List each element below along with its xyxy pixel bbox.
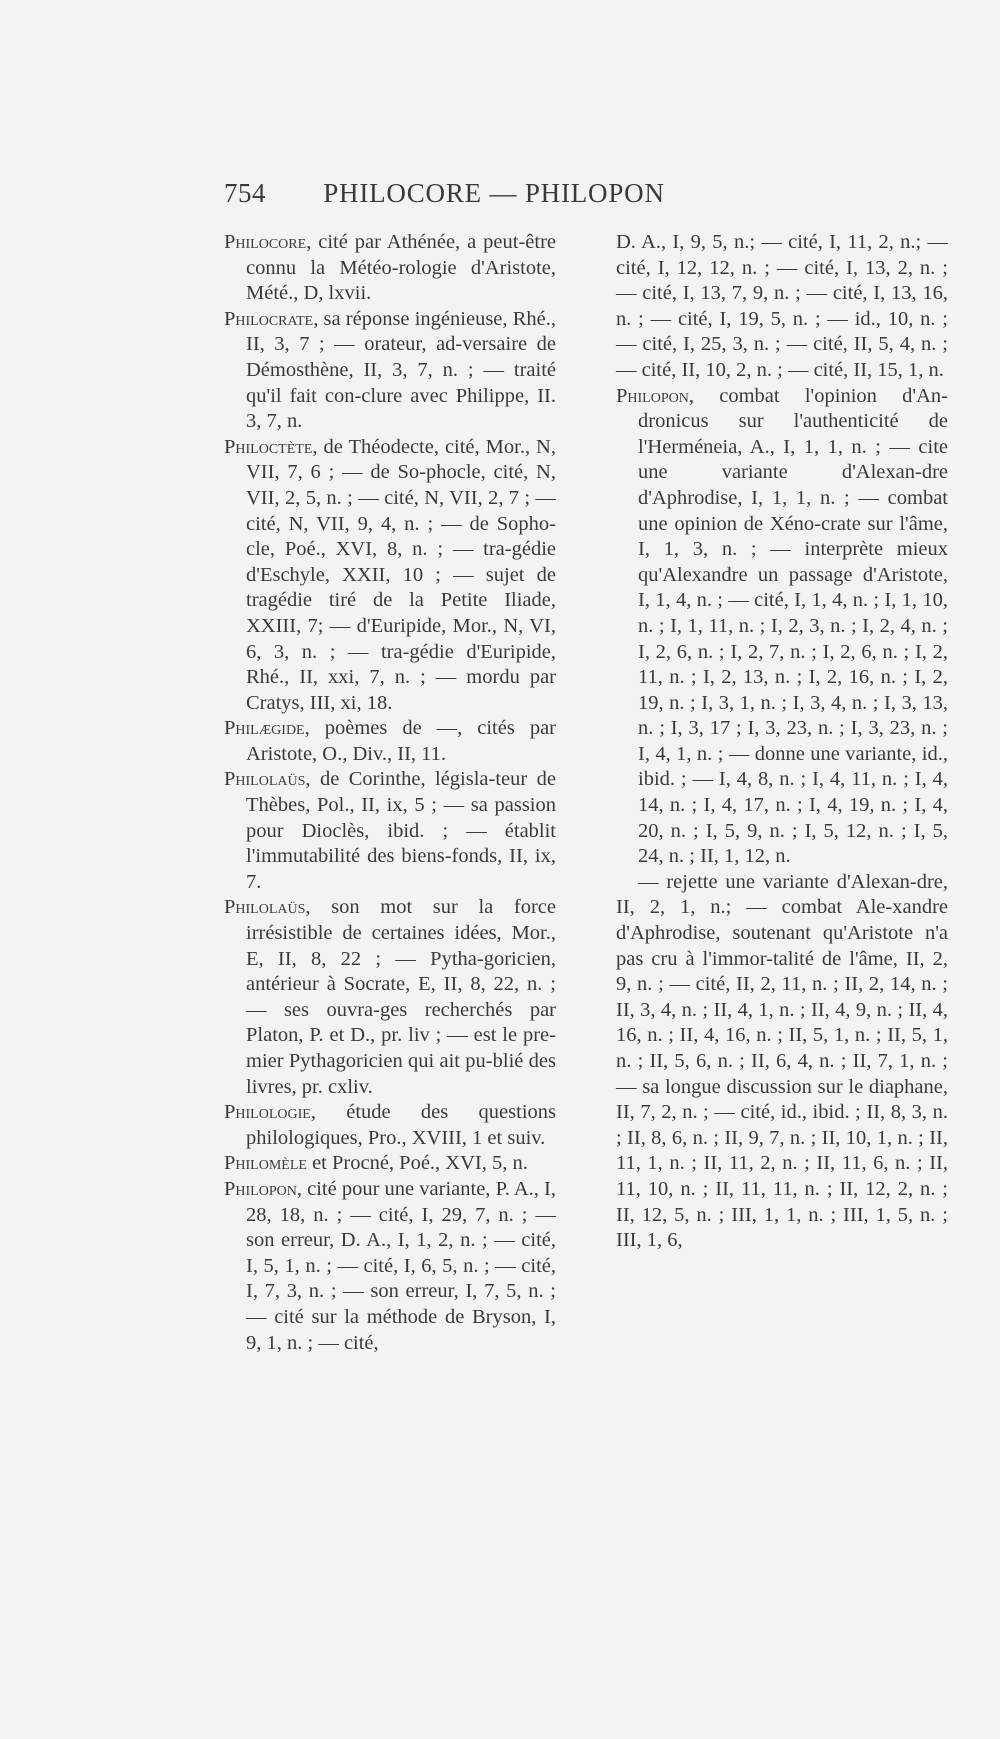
entry-headword: Philolaüs: [224, 896, 306, 919]
index-entry: [224, 895, 556, 1100]
running-head: PHILOCORE — PHILOPON: [323, 178, 665, 208]
page-number: 754: [224, 178, 266, 208]
entry-text: , son mot sur la force irrésistible de certaines idées, Mor., E, II, 8, 22 ; — Pytha-goricien, antérieur à Socrate, E, II, 8, 22, n. ; — ses ouvra-ges recherchés par Platon, P. et D., pr. liv ; — est le pre-mier Pythagoricien qui ait pu-blié des livres, pr. cxliv.: [246, 896, 556, 1098]
index-entry: [224, 435, 556, 717]
entry-text: , de Théodecte, cité, Mor., N, VII, 7, 6 ; — de So-phocle, cité, N, VII, 2, 5, n. ; — cité, N, VII, 2, 7 ; — cité, N, VII, 9, 4, n. ; — de Sopho-cle, Poé., XVI, 8, n. ; — tra-gédie d'Eschyle, XXII, 10 ; — sujet de tragédie tiré de la Petite Iliade, XXIII, 7; — d'Euripide, Mor., N, VI, 6, 3, n. ; — tra-gédie d'Euripide, Rhé., II, xxi, 7, n. ; — mordu par Cratys, III, xi, 18.: [246, 435, 556, 714]
entry-text: , combat l'opinion d'An-dronicus sur l'authenticité de l'Herméneia, A., I, 1, 1, n. ; — cite une variante d'Alexan-dre d'Aphrodise, I, 1, 1, n. ; — combat une opinion de Xéno-crate sur l'âme, I, 1, 3, n. ; — interprète mieux qu'Alexandre un passage d'Aristote, I, 1, 4, n. ; — cité, I, 1, 4, n. ; I, 1, 10, n. ; I, 1, 11, n. ; I, 2, 3, n. ; I, 2, 4, n. ; I, 2, 6, n. ; I, 2, 7, n. ; I, 2, 6, n. ; I, 2, 11, n. ; I, 2, 13, n. ; I, 2, 16, n. ; I, 2, 19, n. ; I, 3, 1, n. ; I, 3, 4, n. ; I, 3, 13, n. ; I, 3, 17 ; I, 3, 23, n. ; I, 3, 23, n. ; I, 4, 1, n. ; — donne une variante, id., ibid. ; — I, 4, 8, n. ; I, 4, 11, n. ; I, 4, 14, n. ; I, 4, 17, n. ; I, 4, 19, n. ; I, 4, 20, n. ; I, 5, 9, n. ; I, 5, 12, n. ; I, 5, 24, n. ; II, 1, 12, n.: [638, 384, 948, 868]
index-entry: [224, 767, 556, 895]
entry-text: , poèmes de —, cités par Aristote, O., Div., II, 11.: [246, 717, 556, 765]
entry-headword: Philopon: [616, 384, 689, 407]
entry-subparagraph: — rejette une variante d'Alexan-dre, II, 2, 1, n.; — combat Ale-xandre d'Aphrodise, soutenant qu'Aristote n'a pas cru à l'immor-talité de l'âme, II, 2, 9, n. ; — cité, II, 2, 11, n. ; II, 2, 14, n. ; II, 3, 4, n. ; II, 4, 1, n. ; II, 4, 9, n. ; II, 4, 16, n. ; II, 4, 16, n. ; II, 5, 1, n. ; II, 5, 1, n. ; II, 5, 6, n. ; II, 6, 4, n. ; II, 7, 1, n. ; — sa longue discussion sur le diaphane, II, 7, 2, n. ; — cité, id., ibid. ; II, 8, 3, n. ; II, 8, 6, n. ; II, 9, 7, n. ; II, 10, 1, n. ; II, 11, 1, n. ; II, 11, 2, n. ; II, 11, 6, n. ; II, 11, 10, n. ; II, 11, 11, n. ; II, 12, 2, n. ; II, 12, 5, n. ; III, 1, 1, n. ; III, 1, 5, n. ; III, 1, 6,: [616, 870, 948, 1252]
entry-text: , cité pour une variante, P. A., I, 28, 18, n. ; — cité, I, 29, 7, n. ; — son erreur, D. A., I, 1, 2, n. ; — cité, I, 5, 1, n. ; — cité, I, 6, 5, n. ; — cité, I, 7, 3, n. ; — son erreur, I, 7, 5, n. ; — cité sur la méthode de Bryson, I, 9, 1, n. ; — cité,: [246, 1177, 556, 1354]
entry-headword: Philocrate: [224, 307, 314, 330]
entry-headword: Philolaüs: [224, 768, 306, 791]
index-entry: [616, 384, 948, 870]
entry-headword: Philoctète: [224, 435, 313, 458]
entry-headword: Philologie: [224, 1101, 311, 1124]
entry-headword: Philocore: [224, 231, 307, 253]
entry-text: , sa réponse ingénieuse, Rhé., II, 3, 7 ; — orateur, ad-versaire de Démosthène, II, 3, 7, n. ; — traité qu'il fait con-clure avec Philippe, II. 3, 7, n.: [246, 307, 556, 433]
index-entry: [224, 307, 556, 435]
entry-continuation: D. A., I, 9, 5, n.; — cité, I, 11, 2, n.; — cité, I, 12, 12, n. ; — cité, I, 13, 2, n. ; — cité, I, 13, 7, 9, n. ; — cité, I, 13, 16, n. ; — cité, I, 19, 5, n. ; — id., 10, n. ; — cité, I, 25, 3, n. ; — cité, II, 5, 4, n. ; — cité, II, 10, 2, n. ; — cité, II, 15, 1, n.: [616, 231, 948, 381]
entry-headword: Philægide: [224, 717, 305, 740]
entry-text: , de Corinthe, législa-teur de Thèbes, Pol., II, ix, 5 ; — sa passion pour Dioclès, ibid. ; — établit l'immutabilité des biens-fonds, II, ix, 7.: [246, 768, 556, 893]
index-entry: [224, 716, 556, 767]
entry-headword: Philomèle: [224, 1152, 307, 1175]
index-entry: [224, 1151, 556, 1177]
entry-text: , cité par Athénée, a peut-être connu la Météo-rologie d'Aristote, Mété., D, lxvii.: [246, 231, 556, 305]
right-column: [616, 230, 948, 1254]
entry-text: , étude des questions philologiques, Pro., XVIII, 1 et suiv.: [246, 1101, 556, 1149]
left-column: [224, 230, 556, 1356]
index-entry: [224, 1177, 556, 1356]
entry-text: et Procné, Poé., XVI, 5, n.: [306, 1152, 528, 1175]
index-entry: [224, 1100, 556, 1151]
entry-headword: Philopon: [224, 1177, 297, 1200]
index-entry: [224, 230, 556, 307]
